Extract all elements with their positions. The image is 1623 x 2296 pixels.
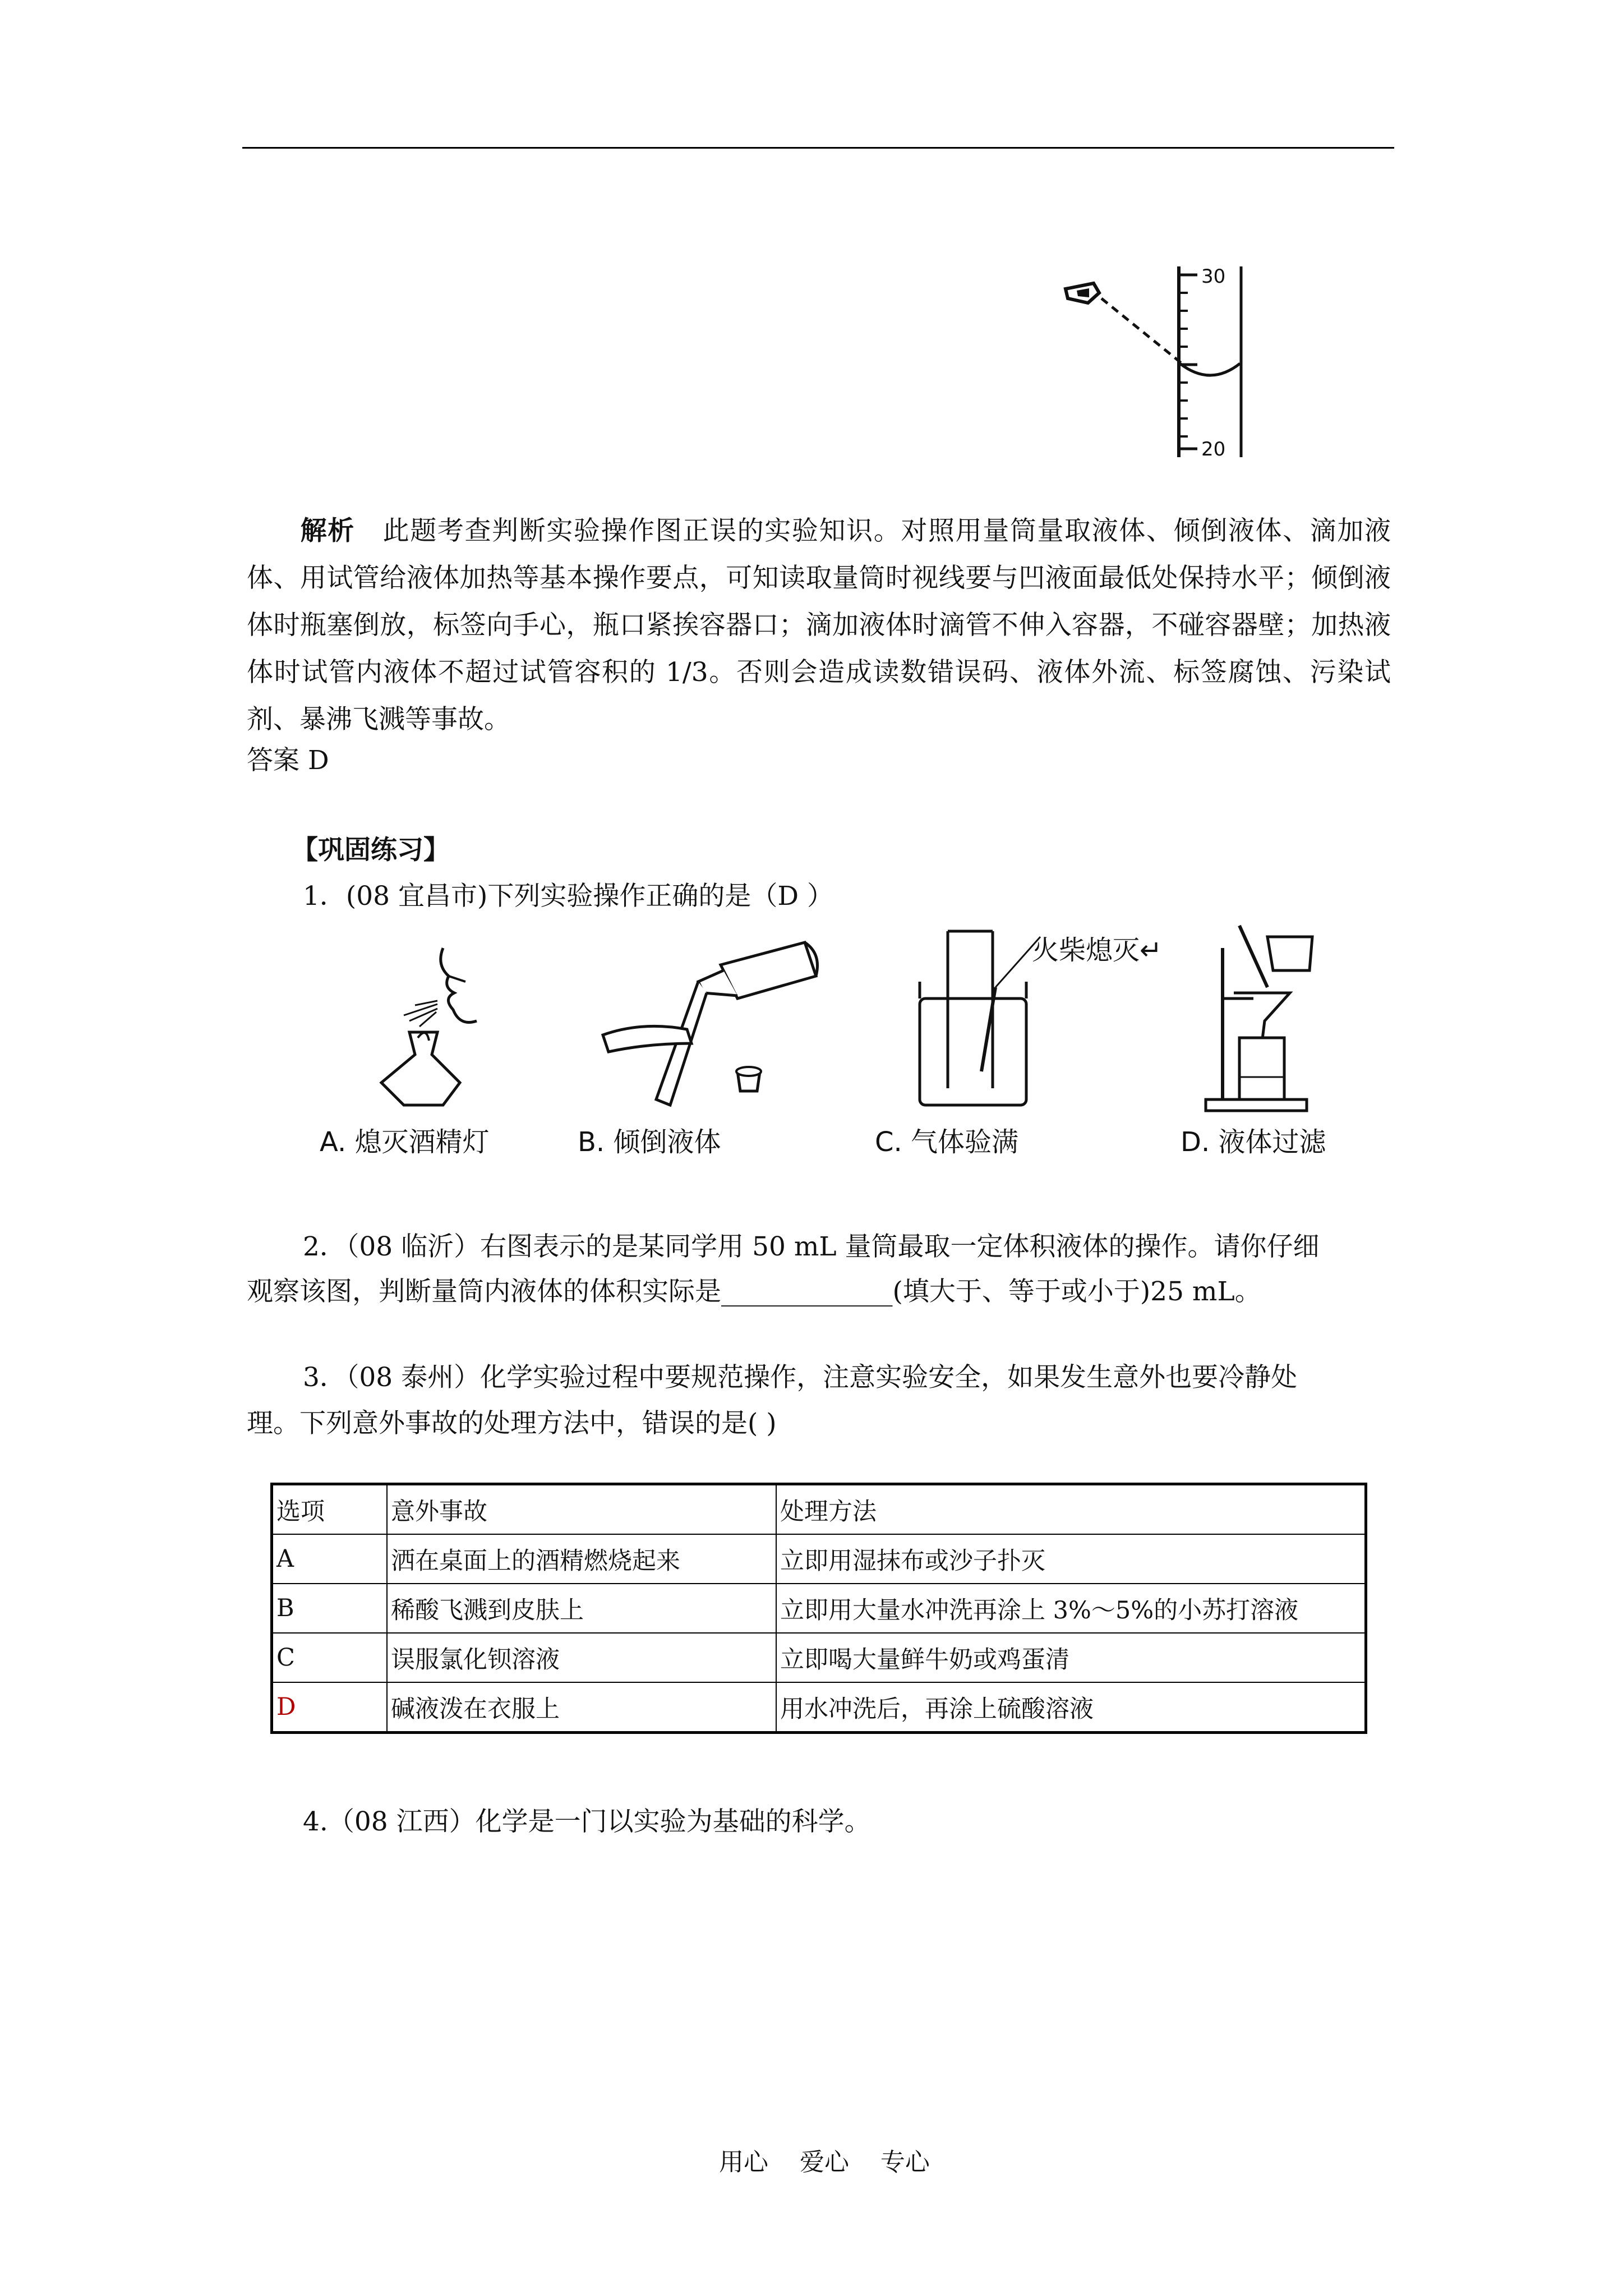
row-method: 立即用湿抹布或沙子扑灭 xyxy=(776,1534,1366,1584)
section-title: 【巩固练习】 xyxy=(292,835,450,866)
row-accident: 稀酸飞溅到皮肤上 xyxy=(387,1584,776,1633)
answer-line: 答案 D xyxy=(247,745,329,776)
pouring-liquid-figure xyxy=(592,931,827,1116)
row-method: 用水冲洗后，再涂上硫酸溶液 xyxy=(776,1682,1366,1733)
cylinder-tick-30: 30 xyxy=(1201,265,1226,288)
row-accident: 洒在桌面上的酒精燃烧起来 xyxy=(387,1534,776,1584)
page-footer: 用心 爱心 专心 xyxy=(719,2148,930,2177)
row-option: C xyxy=(272,1633,388,1682)
match-out-callout: 火柴熄灭↵ xyxy=(1032,935,1163,966)
q1-text: 1．(08 宜昌市)下列实验操作正确的是（D ） xyxy=(303,881,833,912)
caption-d: D. 液体过滤 xyxy=(1181,1126,1326,1158)
header-method: 处理方法 xyxy=(776,1484,1366,1535)
q2-line1: 2．（08 临沂）右图表示的是某同学用 50 mL 量筒最取一定体积液体的操作。请你仔细 xyxy=(303,1231,1320,1262)
accident-table xyxy=(270,1483,1367,1734)
row-method: 立即用大量水冲洗再涂上 3%～5%的小苏打溶液 xyxy=(776,1584,1366,1633)
table-row xyxy=(272,1584,1366,1633)
filtration-figure xyxy=(1200,914,1380,1122)
row-method: 立即喝大量鲜牛奶或鸡蛋清 xyxy=(776,1633,1366,1682)
row-option: B xyxy=(272,1584,388,1633)
q2-line2: 观察该图，判断量筒内液体的体积实际是_____________(填大于、等于或小于)25 mL。 xyxy=(247,1276,1261,1307)
row-option: A xyxy=(272,1534,388,1584)
caption-c: C. 气体验满 xyxy=(875,1126,1019,1158)
analysis-text: 此题考查判断实验操作图正误的实验知识。对照用量筒量取液体、倾倒液体、滴加液体、用试管给液体加热等基本操作要点，可知读取量筒时视线要与凹液面最低处保持水平；倾倒液体时瓶塞倒放，标签向手心，瓶口紧挨容器口；滴加液体时滴管不伸入容器，不碰容器壁；加热液体时试管内液体不超过试管容积的 1/3。否则会造成读数错误码、液体外流、标签腐蚀、污染试剂、暴沸飞溅等事故。 xyxy=(247,516,1391,735)
q3-line1: 3．（08 泰州）化学实验过程中要规范操作，注意实验安全，如果发生意外也要冷静处 xyxy=(303,1362,1298,1393)
table-header-row xyxy=(272,1484,1366,1535)
cylinder-tick-20: 20 xyxy=(1201,438,1226,461)
table-row xyxy=(272,1682,1366,1733)
caption-b: B. 倾倒液体 xyxy=(578,1126,721,1158)
q3-line2: 理。下列意外事故的处理方法中，错误的是( ) xyxy=(247,1408,777,1439)
row-accident: 碱液泼在衣服上 xyxy=(387,1682,776,1733)
analysis-label: 解析 xyxy=(299,516,355,546)
row-accident: 误服氯化钡溶液 xyxy=(387,1633,776,1682)
header-accident: 意外事故 xyxy=(387,1484,776,1535)
table-row xyxy=(272,1633,1366,1682)
q4-text: 4.（08 江西）化学是一门以实验为基础的科学。 xyxy=(303,1806,871,1837)
table-row xyxy=(272,1534,1366,1584)
caption-a: A. 熄灭酒精灯 xyxy=(320,1126,490,1158)
row-option: D xyxy=(272,1682,388,1733)
cylinder-reading-figure xyxy=(1054,258,1245,471)
header-rule xyxy=(242,147,1394,149)
analysis-paragraph xyxy=(247,508,1391,743)
alcohol-lamp-figure xyxy=(359,942,516,1111)
header-option: 选项 xyxy=(272,1484,388,1535)
